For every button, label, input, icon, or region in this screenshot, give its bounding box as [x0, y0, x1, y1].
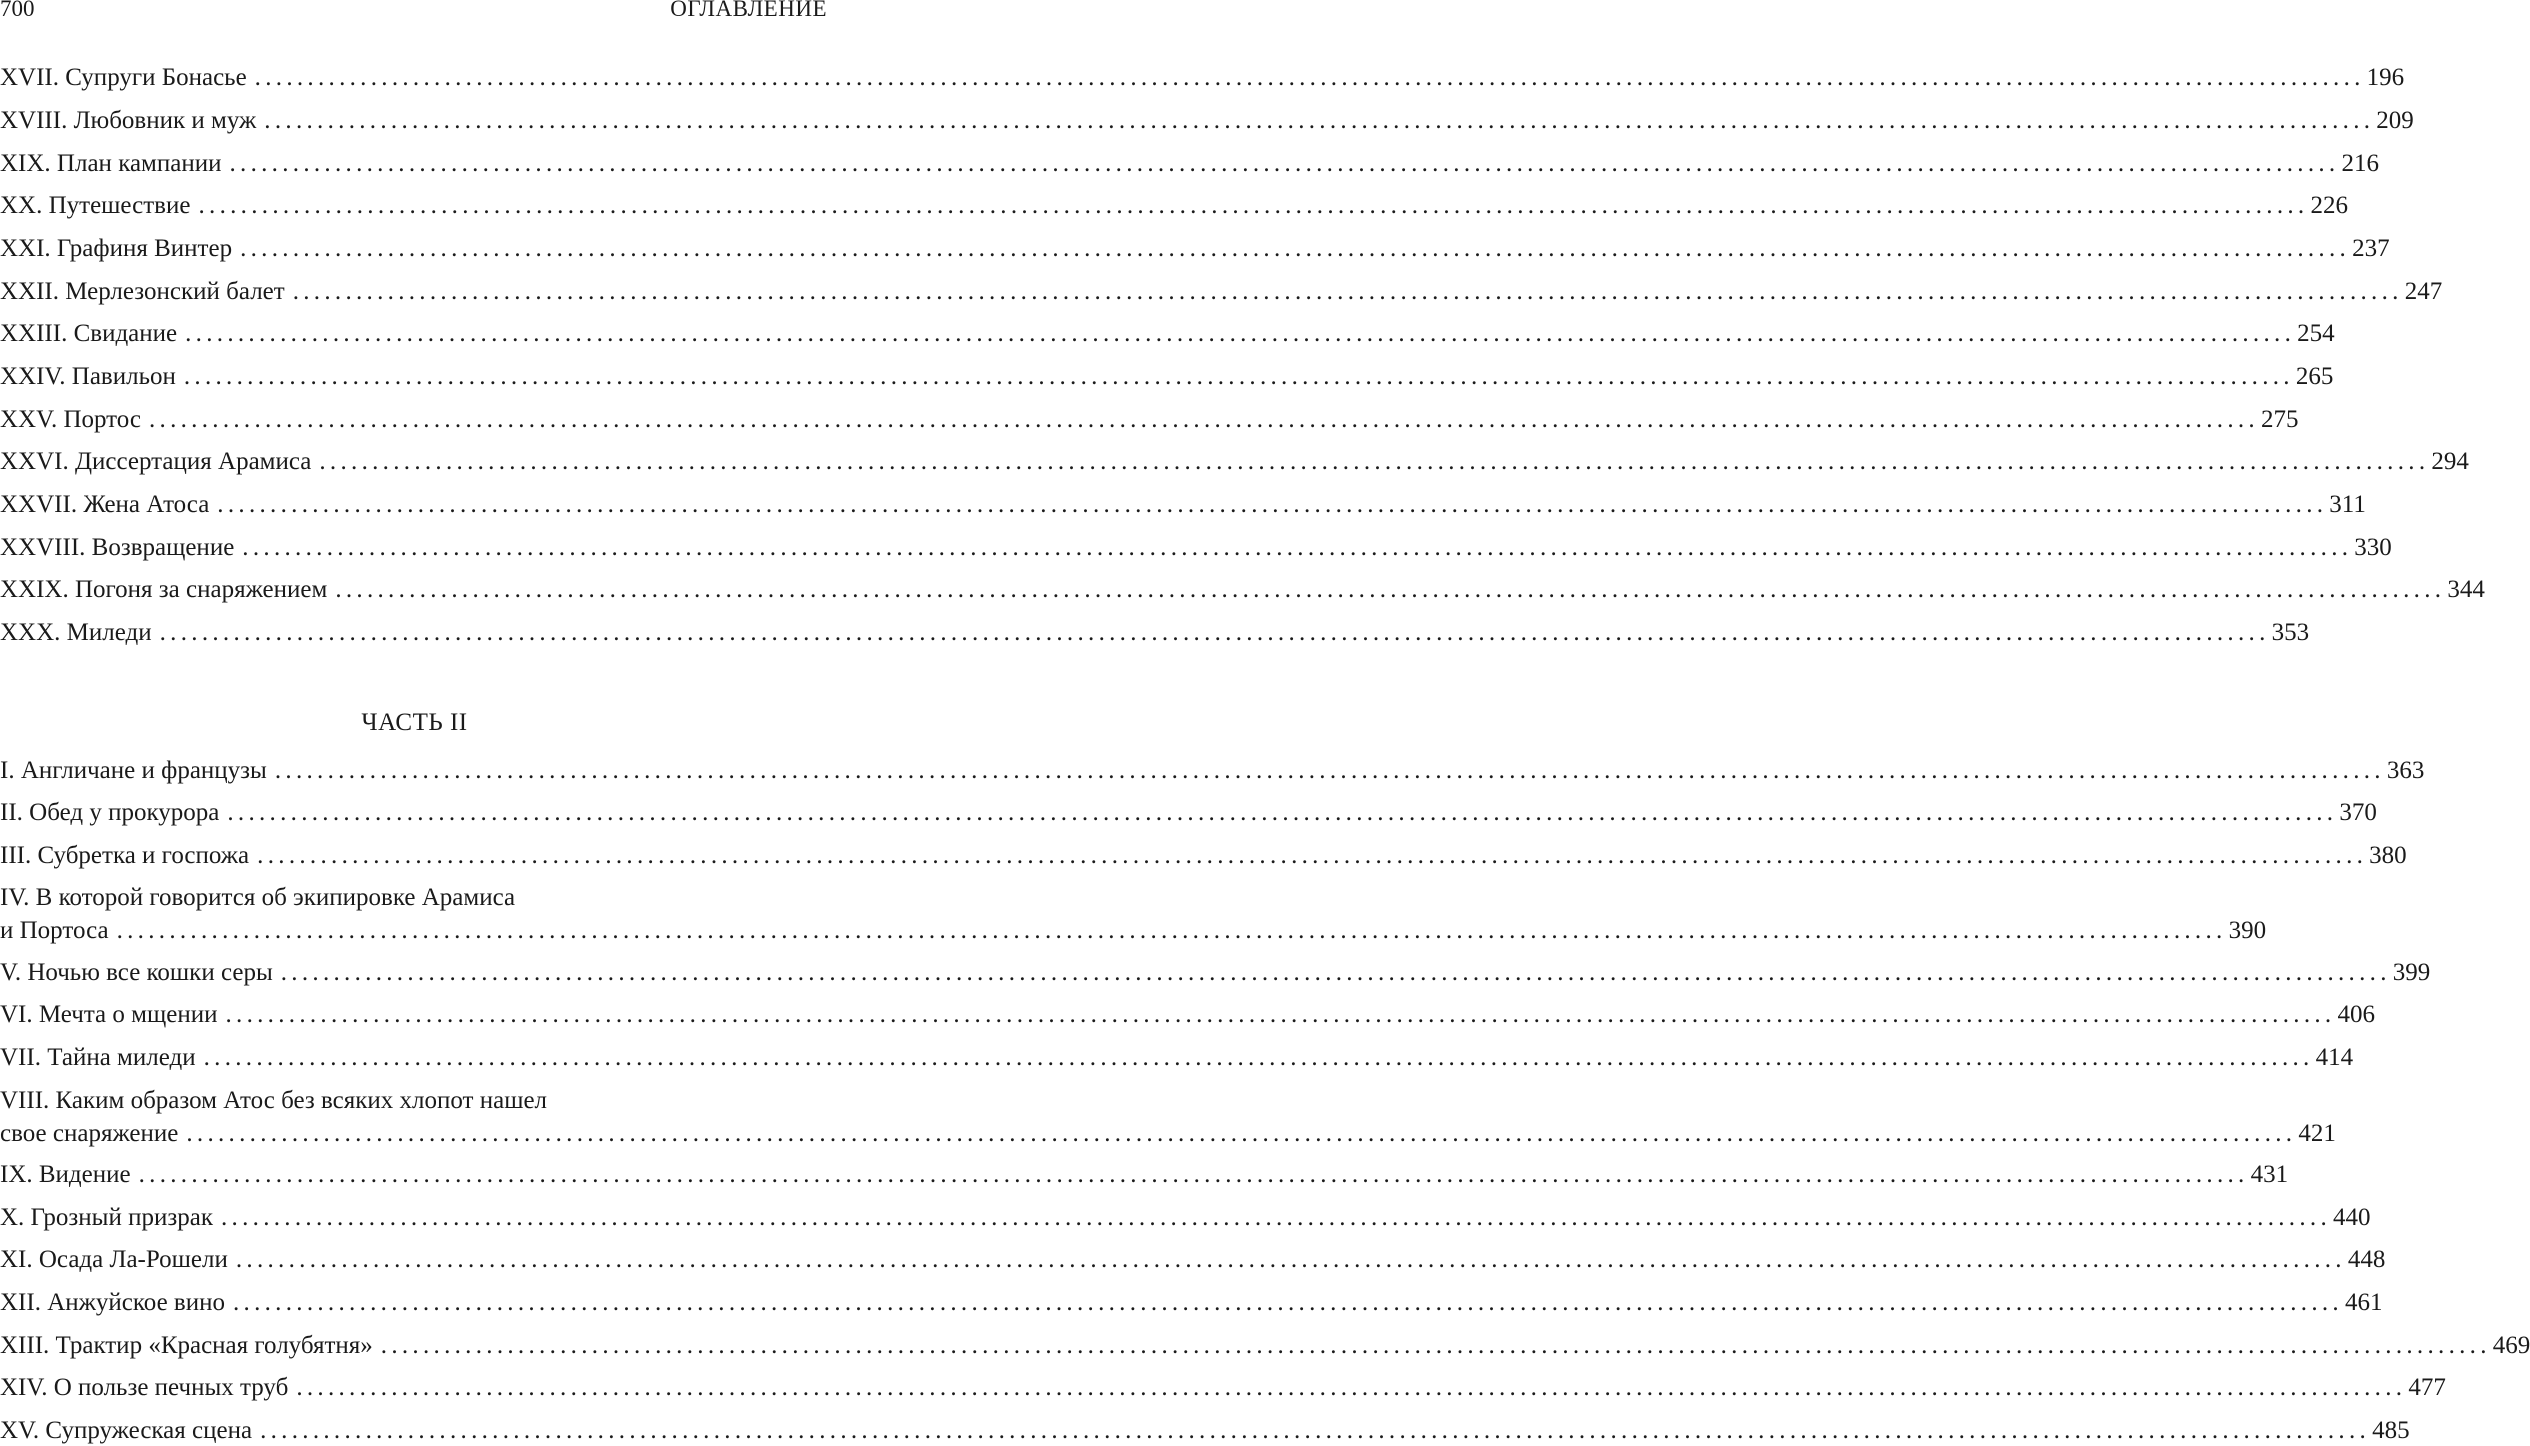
dot-leader: ........................................................................................................................................................................................................: [264, 107, 2375, 134]
toc-entry-page: 353: [2271, 619, 2310, 646]
toc-entry-page: 431: [2250, 1161, 2289, 1188]
toc-entry[interactable]: [0, 798, 2377, 828]
toc-entry[interactable]: [0, 1043, 2354, 1073]
toc-entry-title: VII. Тайна миледи: [0, 1044, 196, 1071]
page-number: 700: [0, 0, 35, 21]
toc-entry-page: 311: [2329, 491, 2366, 518]
dot-leader: ........................................................................................................................................................................................................: [186, 1120, 2297, 1147]
toc-entry-title: XXI. Графиня Винтер: [0, 235, 233, 262]
dot-leader: ........................................................................................................................................................................................................: [242, 534, 2353, 561]
dot-leader: ........................................................................................................................................................................................................: [148, 406, 2259, 433]
toc-entry[interactable]: [0, 319, 2335, 349]
toc-entry-page: 330: [2354, 534, 2392, 561]
dot-leader: ........................................................................................................................................................................................................: [260, 1417, 2371, 1444]
toc-entry[interactable]: [0, 149, 2379, 179]
dot-leader: ........................................................................................................................................................................................................: [227, 799, 2338, 826]
toc-entry[interactable]: [0, 618, 2310, 648]
toc-entry-page: 294: [2431, 448, 2469, 475]
dot-leader: ........................................................................................................................................................................................................: [138, 1161, 2249, 1188]
toc-entry[interactable]: [0, 958, 2431, 988]
toc-entry-title: XVII. Супруги Бонасье: [0, 64, 247, 91]
toc-entry[interactable]: [0, 1245, 2386, 1275]
dot-leader: ........................................................................................................................................................................................................: [116, 917, 2227, 944]
dot-leader: ........................................................................................................................................................................................................: [292, 278, 2403, 305]
dot-leader: ........................................................................................................................................................................................................: [198, 192, 2309, 219]
toc-entry-title: XXVI. Диссертация Арамиса: [0, 448, 312, 475]
dot-leader: ........................................................................................................................................................................................................: [380, 1332, 2491, 1359]
part-heading: ЧАСТЬ II: [361, 709, 468, 736]
toc-entry-page: 469: [2492, 1332, 2530, 1359]
toc-entry-page: 414: [2315, 1044, 2354, 1071]
toc-entry[interactable]: [0, 447, 2469, 477]
toc-entry-page: 421: [2298, 1120, 2336, 1147]
toc-entry[interactable]: [0, 106, 2414, 136]
toc-entry-page: 461: [2344, 1289, 2383, 1316]
toc-entry-title: XII. Анжуйское вино: [0, 1289, 225, 1316]
toc-entry[interactable]: [0, 405, 2299, 435]
dot-leader: ........................................................................................................................................................................................................: [296, 1374, 2407, 1401]
toc-entry-page: 390: [2228, 917, 2267, 944]
toc-entry-multiline[interactable]: [0, 1086, 2336, 1149]
toc-entry-page: 477: [2408, 1374, 2446, 1401]
dot-leader: ........................................................................................................................................................................................................: [274, 757, 2385, 784]
dot-leader: ........................................................................................................................................................................................................: [240, 235, 2351, 262]
dot-leader: ........................................................................................................................................................................................................: [280, 959, 2391, 986]
toc-entry-title-line1: IV. В которой говорится об экипировке Арамиса: [0, 884, 516, 911]
dot-leader: ........................................................................................................................................................................................................: [225, 1001, 2336, 1028]
toc-entry-page: 344: [2447, 576, 2485, 603]
toc-entry[interactable]: [0, 533, 2392, 563]
dot-leader: ........................................................................................................................................................................................................: [229, 150, 2340, 177]
dot-leader: ........................................................................................................................................................................................................: [335, 576, 2446, 603]
toc-entry-page: 275: [2260, 406, 2299, 433]
toc-entry-title: II. Обед у прокурора: [0, 799, 220, 826]
toc-entry-title: VI. Мечта о мщении: [0, 1001, 218, 1028]
toc-entry-title-line1: VIII. Каким образом Атос без всяких хлопот нашел: [0, 1087, 548, 1114]
toc-entry-page: 485: [2372, 1417, 2410, 1444]
dot-leader: ........................................................................................................................................................................................................: [183, 363, 2294, 390]
toc-entry[interactable]: [0, 1373, 2446, 1403]
toc-entry-page: 237: [2352, 235, 2390, 262]
running-title: ОГЛАВЛЕНИЕ: [670, 0, 827, 21]
toc-entry-title: XXVII. Жена Атоса: [0, 491, 210, 518]
toc-entry-title: XXX. Миледи: [0, 619, 152, 646]
toc-entry-page: 448: [2347, 1246, 2386, 1273]
toc-entry-title: XXV. Портос: [0, 406, 141, 433]
toc-entry-page: 216: [2341, 150, 2379, 177]
dot-leader: ........................................................................................................................................................................................................: [319, 448, 2430, 475]
toc-entry[interactable]: [0, 1000, 2375, 1030]
toc-entry-title: XVIII. Любовник и муж: [0, 107, 257, 134]
toc-entry[interactable]: [0, 841, 2407, 871]
toc-entry[interactable]: [0, 234, 2390, 264]
toc-entry[interactable]: [0, 575, 2485, 605]
toc-entry-page: 380: [2369, 842, 2407, 869]
toc-entry-title: III. Субретка и госпожа: [0, 842, 250, 869]
toc-entry-title: XXIV. Павильон: [0, 363, 176, 390]
dot-leader: ........................................................................................................................................................................................................: [221, 1204, 2331, 1231]
toc-entry-title: XXIII. Свидание: [0, 320, 178, 347]
toc-entry-page: 226: [2310, 192, 2348, 219]
toc-entry-title: XXVIII. Возвращение: [0, 534, 235, 561]
toc-entry-title: и Портоса: [0, 917, 109, 944]
toc-entry-title: XIX. План кампании: [0, 150, 222, 177]
running-header: [0, 0, 829, 24]
dot-leader: ........................................................................................................................................................................................................: [257, 842, 2368, 869]
toc-entry[interactable]: [0, 1160, 2289, 1190]
toc-entry[interactable]: [0, 63, 2405, 93]
toc-entry-title: XX. Путешествие: [0, 192, 191, 219]
toc-entry-multiline[interactable]: [0, 883, 2267, 946]
toc-entry[interactable]: [0, 191, 2348, 221]
toc-entry-title: I. Англичане и французы: [0, 757, 267, 784]
toc-entry-page: 440: [2333, 1204, 2371, 1231]
toc-entry[interactable]: [0, 756, 2425, 786]
toc-entry-page: 363: [2386, 757, 2425, 784]
dot-leader: ........................................................................................................................................................................................................: [159, 619, 2270, 646]
toc-entry-page: 370: [2339, 799, 2377, 826]
dot-leader: ........................................................................................................................................................................................................: [185, 320, 2296, 347]
toc-entry-title: V. Ночью все кошки серы: [0, 959, 273, 986]
dot-leader: ........................................................................................................................................................................................................: [232, 1289, 2343, 1316]
toc-entry[interactable]: [0, 362, 2334, 392]
toc-entry-title: X. Грозный призрак: [0, 1204, 213, 1231]
toc-entry[interactable]: [0, 1288, 2383, 1318]
toc-entry-title: XIII. Трактир «Красная голубятня»: [0, 1332, 373, 1359]
dot-leader: ........................................................................................................................................................................................................: [203, 1044, 2314, 1071]
toc-entry-title: IX. Видение: [0, 1161, 131, 1188]
toc-entry-title: XIV. О пользе печных труб: [0, 1374, 289, 1401]
toc-entry-page: 406: [2337, 1001, 2375, 1028]
toc-entry[interactable]: [0, 490, 2366, 520]
toc-entry-title: свое снаряжение: [0, 1120, 179, 1147]
toc-entry-title: XXII. Мерлезонский балет: [0, 278, 285, 305]
toc-entry-title: XI. Осада Ла-Рошели: [0, 1246, 228, 1273]
toc-entry[interactable]: [0, 1331, 2530, 1361]
toc-entry-page: 265: [2295, 363, 2334, 390]
dot-leader: ........................................................................................................................................................................................................: [217, 491, 2328, 518]
toc-entry-page: 254: [2297, 320, 2335, 347]
toc-entry[interactable]: [0, 1416, 2410, 1446]
toc-entry-page: 247: [2404, 278, 2443, 305]
toc-entry-page: 209: [2376, 107, 2414, 134]
toc-entry-page: 399: [2392, 959, 2431, 986]
toc-entry-title: XV. Супружеская сцена: [0, 1417, 253, 1444]
dot-leader: ........................................................................................................................................................................................................: [254, 64, 2365, 91]
dot-leader: ........................................................................................................................................................................................................: [235, 1246, 2346, 1273]
toc-entry-title: XXIX. Погоня за снаряжением: [0, 576, 328, 603]
toc-entry[interactable]: [0, 1203, 2371, 1233]
toc-entry[interactable]: [0, 277, 2443, 307]
toc-entry-page: 196: [2366, 64, 2405, 91]
